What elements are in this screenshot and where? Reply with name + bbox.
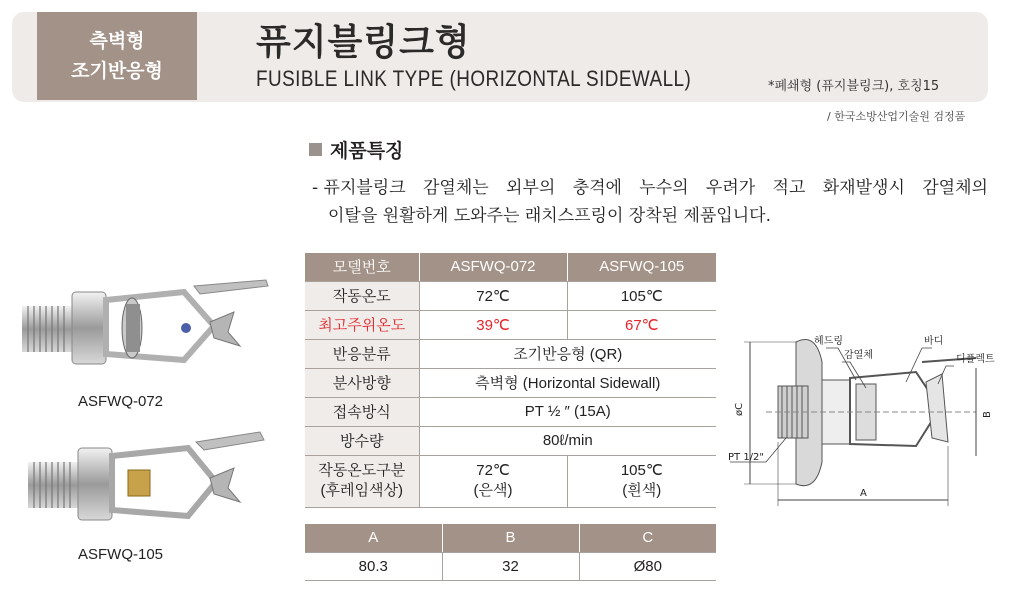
spec-header-model2: ASFWQ-105 <box>567 253 716 281</box>
page-subtitle: FUSIBLE LINK TYPE (HORIZONTAL SIDEWALL) <box>256 66 692 91</box>
spec-header-row <box>305 253 716 281</box>
product-label-072: ASFWQ-072 <box>78 393 164 410</box>
category-line-1: 측벽형 <box>89 30 145 52</box>
category-box <box>37 12 197 100</box>
dims-value-row: 80.3 32 Ø80 <box>305 552 716 580</box>
label-head-link: 헤드링 <box>814 336 843 347</box>
dimension-diagram <box>726 322 998 514</box>
page-title: 퓨지블링크형 <box>256 22 471 63</box>
label-dim-b: B <box>982 411 993 418</box>
square-bullet-icon <box>309 143 322 156</box>
certification-note: / 한국소방산업기술원 검정품 <box>827 110 966 123</box>
feature-line-2: 이탈을 원활하게 도와주는 래치스프링이 장착된 제품입니다. <box>328 206 771 226</box>
label-dim-a: A <box>860 488 867 499</box>
table-row: 반응분류 조기반응형 (QR) <box>305 339 716 368</box>
label-dim-c: øC <box>734 402 745 416</box>
spec-header-label: 모델번호 <box>305 253 419 281</box>
label-thread: PT 1/2" <box>728 452 765 463</box>
table-row: 작동온도구분 (후레임색상) 72℃ (은색) 105℃ (흰색) <box>305 455 716 507</box>
type-note: *폐쇄형 (퓨지블링크), 호칭15 <box>768 79 940 94</box>
feature-line-1: - 퓨지블링크 감열체는 외부의 충격에 누수의 우려가 적고 화재발생시 감열체의 <box>312 178 988 198</box>
spec-table <box>305 253 716 508</box>
label-sensor: 감열체 <box>844 350 873 361</box>
product-label-105: ASFWQ-105 <box>78 546 164 563</box>
table-row: 접속방식 PT ½ ″ (15A) <box>305 397 716 426</box>
dimensions-table <box>305 524 716 581</box>
table-row: 분사방향 측벽형 (Horizontal Sidewall) <box>305 368 716 397</box>
dims-header-row: A B C <box>305 524 716 552</box>
features-text <box>312 174 988 230</box>
sprinkler-072-image <box>14 272 274 382</box>
spec-header-model1: ASFWQ-072 <box>419 253 567 281</box>
features-title: 제품특징 <box>330 140 404 162</box>
sprinkler-105-image <box>20 426 280 536</box>
features-heading <box>309 136 403 163</box>
category-line-2: 조기반응형 <box>71 60 163 82</box>
table-row: 작동온도 72℃ 105℃ <box>305 281 716 310</box>
table-row: 최고주위온도 39℃ 67℃ <box>305 310 716 339</box>
label-deflector: 디플렉트 <box>956 354 995 365</box>
table-row: 방수량 80ℓ/min <box>305 426 716 455</box>
label-body: 바디 <box>924 336 944 347</box>
